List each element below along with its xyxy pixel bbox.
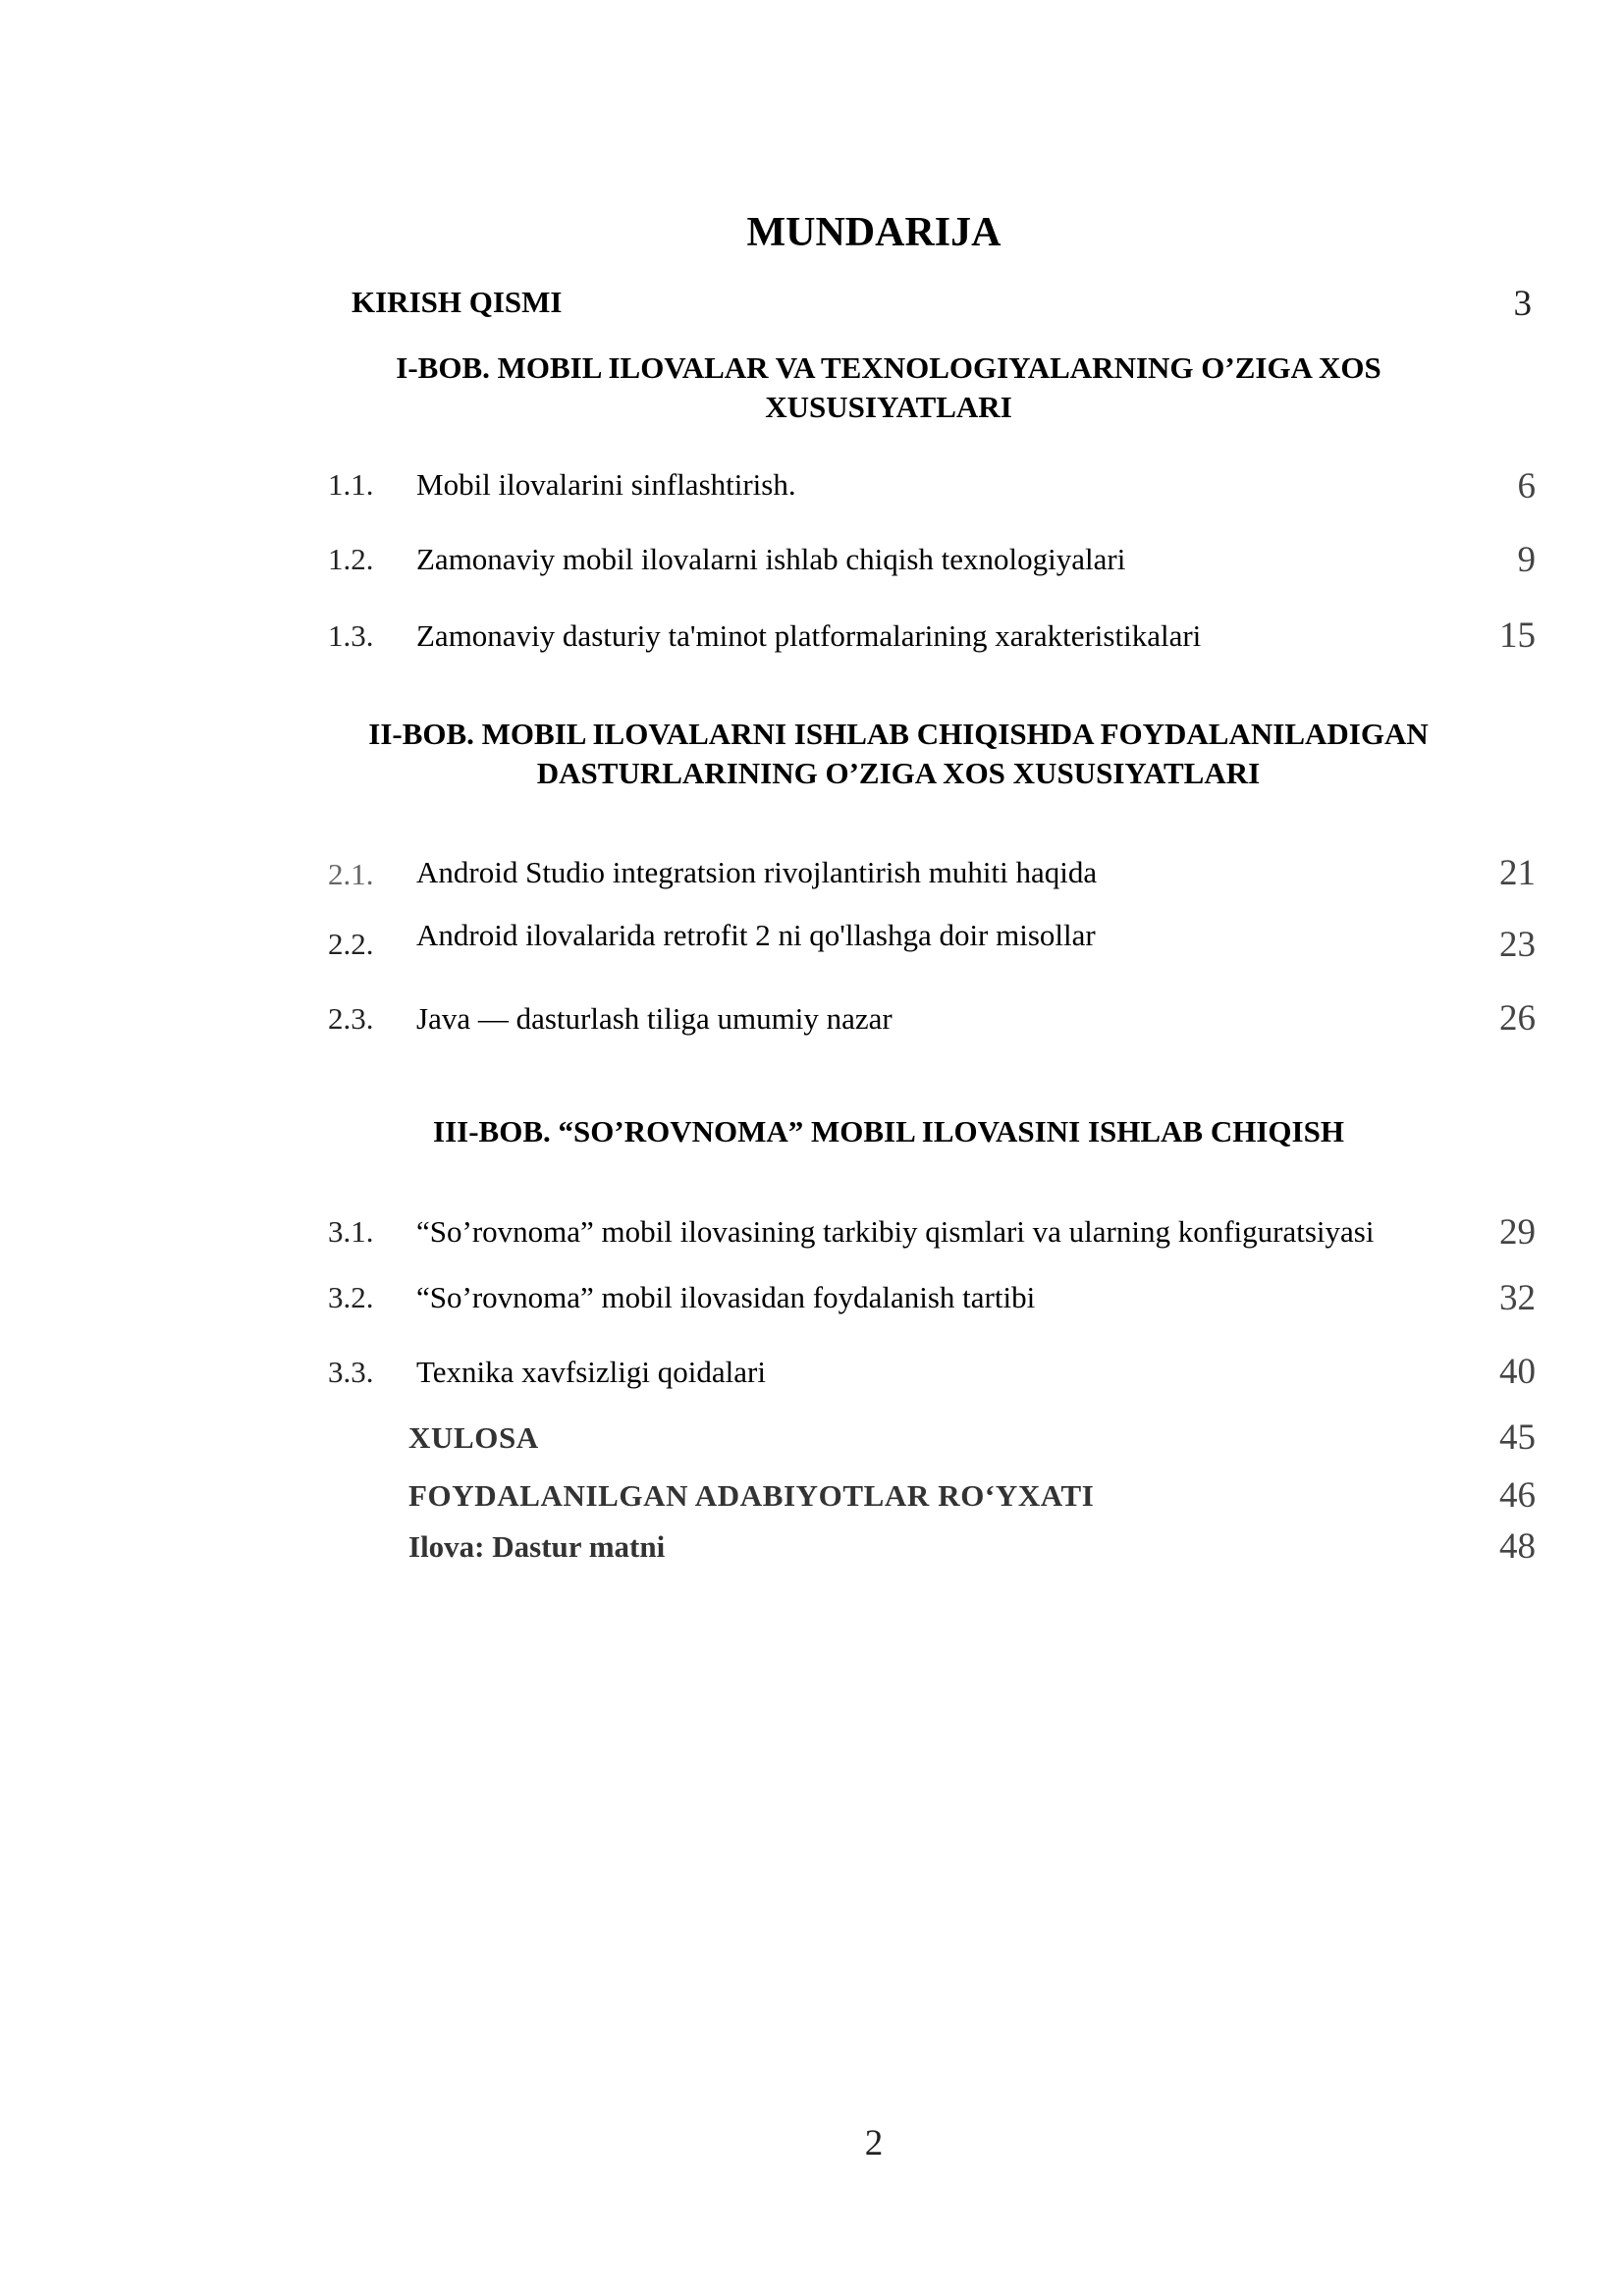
toc-appendix-page: 48 <box>1499 1526 1536 1567</box>
section-page: 26 <box>1499 998 1536 1039</box>
section-title: Android Studio integratsion rivojlantirish muhiti haqida <box>416 855 1098 889</box>
section-title: Texnika xavfsizligi qoidalari <box>416 1355 766 1389</box>
section-number: 3.1. <box>328 1214 374 1249</box>
toc-intro-page: 3 <box>1513 284 1532 324</box>
page-title: MUNDARIJA <box>746 210 1001 255</box>
section-page: 29 <box>1499 1212 1536 1253</box>
chapter-heading: III-BOB. “SO’ROVNOMA” MOBIL ILOVASINI ISHLAB CHIQISH <box>433 1114 1344 1148</box>
section-title: Android ilovalarida retrofit 2 ni qo'llashga doir misollar <box>416 918 1096 952</box>
section-title: “So’rovnoma” mobil ilovasining tarkibiy qismlari va ularning konfiguratsiyasi <box>416 1214 1375 1249</box>
page-number: 2 <box>864 2123 884 2163</box>
chapter-heading: II-BOB. MOBIL ILOVALARNI ISHLAB CHIQISHDA FOYDALANILADIGAN DASTURLARINING O’ZIGA XOS XUSUSIYATLARI <box>368 717 1429 790</box>
section-number: 1.2. <box>328 542 374 576</box>
toc-references-label: FOYDALANILGAN ADABIYOTLAR RO‘YXATI <box>408 1478 1095 1513</box>
toc-intro-label: KIRISH QISMI <box>352 285 563 319</box>
section-number: 1.3. <box>328 618 374 653</box>
section-number: 2.3. <box>328 1001 374 1036</box>
section-page: 21 <box>1499 853 1536 893</box>
section-title: “So’rovnoma” mobil ilovasidan foydalanish tartibi <box>416 1280 1036 1314</box>
section-title: Zamonaviy dasturiy ta'minot platformalarining xarakteristikalari <box>416 618 1202 653</box>
section-number: 1.1. <box>328 467 374 502</box>
section-title: Java — dasturlash tiliga umumiy nazar <box>416 1001 893 1036</box>
section-number: 3.2. <box>328 1280 374 1314</box>
section-title: Zamonaviy mobil ilovalarni ishlab chiqish texnologiyalari <box>416 542 1126 576</box>
toc-conclusion-label: XULOSA <box>408 1420 539 1455</box>
section-page: 15 <box>1499 615 1536 656</box>
section-number: 2.2. <box>328 927 374 961</box>
section-page: 6 <box>1517 466 1536 507</box>
section-page: 40 <box>1499 1352 1536 1392</box>
section-page: 23 <box>1499 925 1536 965</box>
toc-conclusion-page: 45 <box>1499 1417 1536 1458</box>
chapter-heading: I-BOB. MOBIL ILOVALAR VA TEXNOLOGIYALARNING O’ZIGA XOS XUSUSIYATLARI <box>396 350 1381 424</box>
section-number: 3.3. <box>328 1355 374 1389</box>
section-page: 32 <box>1499 1278 1536 1318</box>
section-number: 2.1. <box>328 857 374 891</box>
toc-references-page: 46 <box>1499 1475 1536 1516</box>
section-page: 9 <box>1517 540 1536 580</box>
section-title: Mobil ilovalarini sinflashtirish. <box>416 467 796 502</box>
toc-appendix-label: Ilova: Dastur matni <box>408 1529 666 1564</box>
